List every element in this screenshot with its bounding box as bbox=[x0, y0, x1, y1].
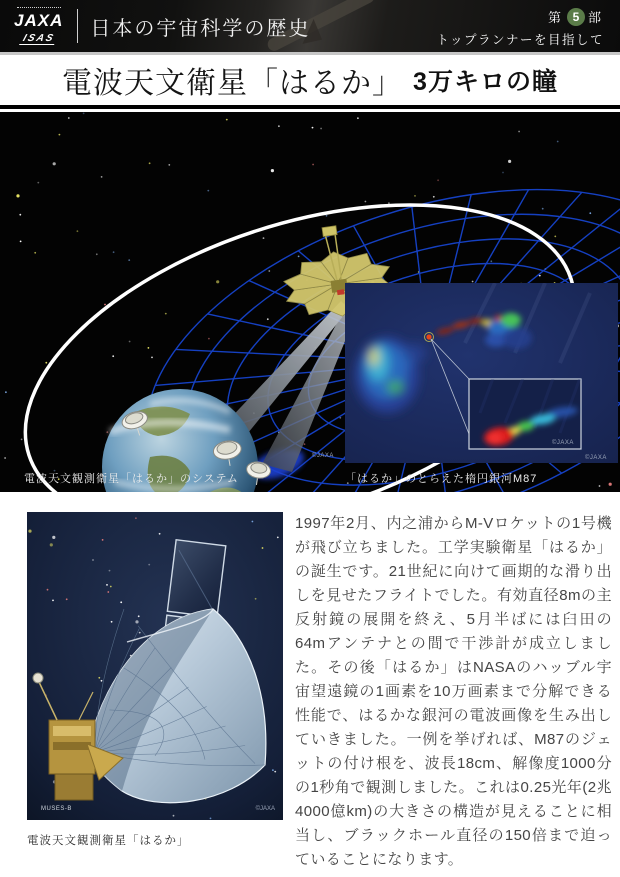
main-figure bbox=[0, 112, 620, 492]
inset-credit: ©JAXA bbox=[585, 455, 607, 461]
logo-fineprint-line bbox=[17, 7, 61, 9]
page-title-main: 電波天文衛星「はるか」 bbox=[62, 67, 404, 100]
muses-b-label: MUSES-B bbox=[41, 806, 72, 812]
article-column bbox=[295, 512, 612, 872]
halca-artist-rendering bbox=[27, 512, 283, 820]
m87-radio-inset bbox=[345, 283, 618, 463]
side-figure-credit: ©JAXA bbox=[255, 806, 275, 812]
lower-section bbox=[0, 512, 620, 872]
caption-system: 電波天文観測衛星「はるか」のシステム bbox=[24, 473, 239, 485]
part-suffix: 部 bbox=[587, 10, 604, 25]
series-title: 日本の宇宙科学の歴史 bbox=[90, 17, 311, 40]
article-text: 1997年2月、内之浦からM-Vロケットの1号機が飛び立ちました。工学実験衛星「はるか」の誕生です。21世紀に向けて画期的な滑り出しを見せたフライトでした。有効直径8mの主反射鏡の展開を終え、5月半ばには臼田の64mアンテナとの間で干渉計が成立しました。その後「はるか」はNASAのハッブル宇宙望遠鏡の1画素を10万画素まで分解できる性能で、はるかな銀河の電波画像を生み出していきました。一例を挙げれば、M87のジェットの付け根を、波長18cm、解像度1000分の1秒角で観測しました。これは0.25光年(2兆4000億km)の大きさの構造が見えることに相当し、ブラックホール直径の150倍まで迫っていることになります。 bbox=[295, 515, 612, 868]
header-part-block bbox=[436, 7, 604, 48]
main-figure-credit: ©JAXA bbox=[312, 453, 334, 459]
side-figure bbox=[27, 512, 283, 872]
caption-m87: 「はるか」のとらえた楕円銀河M87 bbox=[345, 473, 538, 485]
part-subtitle: トップランナーを目指して bbox=[436, 33, 604, 47]
jaxa-isas-logo bbox=[14, 7, 63, 45]
logo-divider bbox=[77, 9, 78, 43]
side-figure-caption: 電波天文観測衛星「はるか」 bbox=[27, 835, 190, 847]
part-number-badge: 5 bbox=[567, 8, 585, 26]
page-title bbox=[0, 55, 620, 105]
inset-inner-credit: ©JAXA bbox=[552, 440, 574, 446]
header-bar bbox=[0, 0, 620, 52]
jaxa-logo: JAXA bbox=[14, 11, 64, 30]
isas-logo: ISAS bbox=[19, 33, 58, 45]
page-title-sub: 3万キロの瞳 bbox=[413, 68, 558, 96]
part-prefix: 第 bbox=[547, 10, 564, 25]
m87-jet-zoom-box bbox=[469, 373, 581, 449]
part-label bbox=[436, 7, 604, 26]
m87-core bbox=[426, 334, 431, 339]
